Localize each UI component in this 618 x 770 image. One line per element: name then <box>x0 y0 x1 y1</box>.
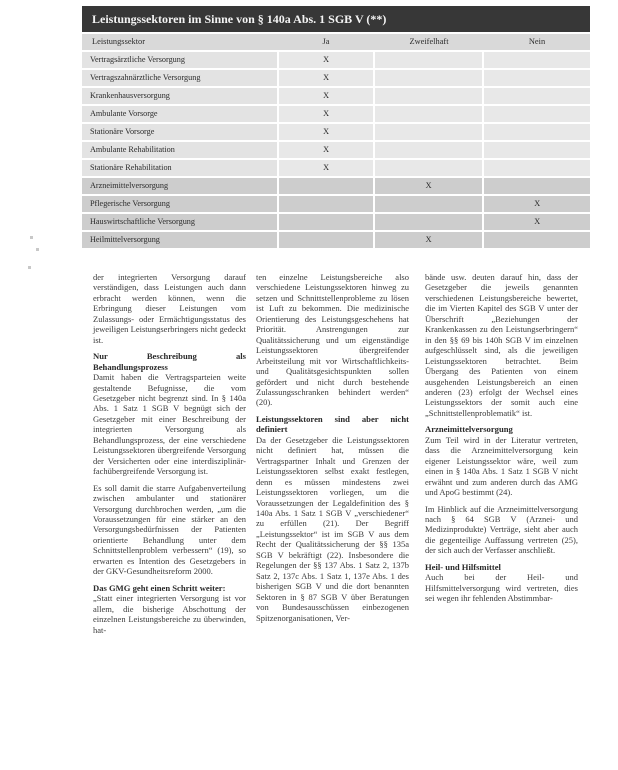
row-ja: X <box>279 88 373 104</box>
paragraph: „Statt einer integrierten Versorgung ist vor allem, die bisherige Abschottung der einzelnen Leistungsbereiche zu überwinden, hat- <box>93 593 246 635</box>
table-title: Leistungssektoren im Sinne von § 140a Abs. 1 SGB V (**) <box>82 6 590 32</box>
paragraph: Damit haben die Vertragsparteien weite gestaltende Befugnisse, die vom Gesetzgeber nicht begrenzt sind. In § 140a Abs. 1 Satz 1 SGB V begnügt sich der Gesetzgeber mit einer Beschreibung der integrierten Versorgung als Behandlungsprozess, der eine verschiedene Leistungssektoren übergreifende Versorgung der Versicherten oder eine interdisziplinär-fachübergreifende Versorgung ist. <box>93 372 246 477</box>
row-zweifelhaft: X <box>375 178 483 194</box>
row-nein <box>484 70 590 86</box>
paragraph: ten einzelne Leistungsbereiche also verschiedene Leistungssektoren hinweg zu setzen und Schnittstellenprobleme zu lösen ist Luft zu bekommen. Die medizinische Orientierung des Leistungsgeschehens hat Priorität. Anstrengungen zur Qualitätssicherung und um eigenständige Leistungssektoren übergreifender Arbeitsteilung mit vor Wirtschaftlichkeits- und Qualitätsgesichtspunkten sollen gefördert und nicht durch bestehende Zulassungsschranken behindert werden“ (20). <box>256 272 409 408</box>
row-category: Heilmittelversorgung <box>82 232 277 248</box>
table-body <box>82 52 590 250</box>
paragraph: bände usw. deuten darauf hin, dass der Gesetzgeber die jeweils genannten verschiedenen Leistungsbereiche bewertet, die im Vierten Kapitel des SGB V unter der Überschrift „Beziehungen der Krankenkassen zu den Leistungserbringern“ in den §§ 69 bis 140h SGB V im einzelnen aufgeschlüsselt sind, als die jeweiligen Leistungssektoren betrachtet. Beim Übergang des Patienten von einem ausgehenden Leistungsbereich an einen anderen (23) erfolgt der Wechsel eines Leistungssektors der somit auch eine „Schnittstellenproblematik“ ist. <box>425 272 578 418</box>
row-ja: X <box>279 70 373 86</box>
text-column-2 <box>256 272 409 629</box>
row-ja: X <box>279 160 373 176</box>
row-ja: X <box>279 106 373 122</box>
table-row <box>82 196 590 212</box>
subheading: Nur Beschreibung als Behandlungsprozess <box>93 351 246 372</box>
row-category: Stationäre Vorsorge <box>82 124 277 140</box>
subheading: Leistungssektoren sind aber nicht definiert <box>256 413 409 435</box>
row-zweifelhaft <box>375 70 483 86</box>
paragraph: Im Hinblick auf die Arzneimittelversorgung nach § 64 SGB V (Arznei- und Medizinprodukte) Verträge, sieht aber auch die gegenteilige Auffassung vertreten (25), der sich auch der Verfasser anschließt. <box>425 503 578 556</box>
table-row <box>82 106 590 122</box>
row-zweifelhaft <box>375 160 483 176</box>
text-column-1 <box>93 272 246 641</box>
row-category: Hauswirtschaftliche Versorgung <box>82 214 277 230</box>
row-category: Stationäre Rehabilitation <box>82 160 277 176</box>
row-zweifelhaft <box>375 88 483 104</box>
row-zweifelhaft <box>375 52 483 68</box>
header-zweifelhaft: Zweifelhaft <box>409 37 449 46</box>
row-category: Vertragsärztliche Versorgung <box>82 52 277 68</box>
subheading: Das GMG geht einen Schritt weiter: <box>93 582 226 593</box>
row-nein <box>484 106 590 122</box>
row-nein: X <box>484 214 590 230</box>
row-zweifelhaft <box>375 214 483 230</box>
row-nein <box>484 52 590 68</box>
table-row <box>82 178 590 194</box>
row-ja: X <box>279 52 373 68</box>
subheading: Heil- und Hilfsmittel <box>425 561 501 572</box>
table-row <box>82 124 590 140</box>
paragraph: der integrierten Versorgung darauf verständigen, dass Leistungen auch dann erbracht werden können, wenn die Erbringung dieser Leistungen vom Zulassungs- oder Ermächtigungsstatus des jeweiligen Leistungserbringers nicht gedeckt ist. <box>93 272 246 345</box>
table-row <box>82 70 590 86</box>
row-zweifelhaft <box>375 106 483 122</box>
row-ja <box>279 232 373 248</box>
table-row <box>82 214 590 230</box>
table-row <box>82 142 590 158</box>
row-category: Ambulante Rehabilitation <box>82 142 277 158</box>
row-ja <box>279 196 373 212</box>
row-ja <box>279 214 373 230</box>
row-nein: X <box>484 196 590 212</box>
paragraph: Zum Teil wird in der Literatur vertreten, dass die Arzneimittelversorgung kein eigener Leistungssektor wäre, weil zum einen in § 140a Abs. 1 Satz 1 SGB V nicht erwähnt und zum anderen durch das AMG und ApoG bestimmt (24). <box>425 434 578 498</box>
table-row <box>82 88 590 104</box>
row-nein <box>484 232 590 248</box>
row-zweifelhaft <box>375 142 483 158</box>
row-nein <box>484 178 590 194</box>
row-zweifelhaft <box>375 124 483 140</box>
table-row <box>82 160 590 176</box>
row-nein <box>484 124 590 140</box>
row-category: Vertragszahnärztliche Versorgung <box>82 70 277 86</box>
row-ja: X <box>279 142 373 158</box>
row-zweifelhaft: X <box>375 232 483 248</box>
row-category: Pflegerische Versorgung <box>82 196 277 212</box>
header-leistungssektor: Leistungssektor <box>92 37 146 46</box>
row-ja <box>279 178 373 194</box>
row-zweifelhaft <box>375 196 483 212</box>
text-column-3 <box>425 272 578 610</box>
paragraph: Auch bei der Heil- und Hilfsmittelversorgung wird vertreten, dies sei wegen ihr fehlenden Abstimmbar- <box>425 572 578 604</box>
row-category: Krankenhausversorgung <box>82 88 277 104</box>
row-nein <box>484 88 590 104</box>
subheading: Arzneimittelversorgung <box>425 424 513 435</box>
row-category: Ambulante Vorsorge <box>82 106 277 122</box>
row-nein <box>484 142 590 158</box>
paragraph: Es soll damit die starre Aufgabenverteilung zwischen ambulanter und stationärer Versorgung durchbrochen werden, „um die Voraussetzungen für eine stärker an den Versorgungsbedürfnissen der Patienten orientierte Behandlung unter dem Schnittstellenproblem verbessern“ (19), so erwarten es Intention des Gesetzgebers in der GKV-Gesundheitsreform 2000. <box>93 482 246 577</box>
row-ja: X <box>279 124 373 140</box>
table-row <box>82 232 590 248</box>
paragraph: Da der Gesetzgeber die Leistungssektoren nicht definiert hat, müssen die Vertragspartner Inhalt und Grenzen der Leistungssektoren selbst exakt festlegen, denn es müssen mindestens zwei Leistungssektoren vorliegen, um die Voraussetzungen der Legaldefinition des § 140a Abs. 1 Satz 1 SGB V „verschiedener“ zu erfüllen (21). Der Begriff „Leistungssektor“ ist im SGB V aus dem Recht der Qualitätssicherung der §§ 135a SGB V bekräftigt (22). Insbesondere die Regelungen der §§ 137 Abs. 1 Satz 2, 137b Satz 2, 137c Abs. 1 Satz 1, 137e Abs. 1 des bisherigen SGB V und die dort benannten Sektoren in § 87 SGB V über Beratungen von Bundesausschüssen einbezogenen Spitzenorganisationen, Ver- <box>256 434 409 623</box>
row-nein <box>484 160 590 176</box>
table-row <box>82 52 590 68</box>
header-nein: Nein <box>528 37 546 46</box>
table-header <box>82 34 590 50</box>
header-ja: Ja <box>322 37 330 46</box>
row-category: Arzneimittelversorgung <box>82 178 277 194</box>
margin-marks <box>0 236 40 276</box>
